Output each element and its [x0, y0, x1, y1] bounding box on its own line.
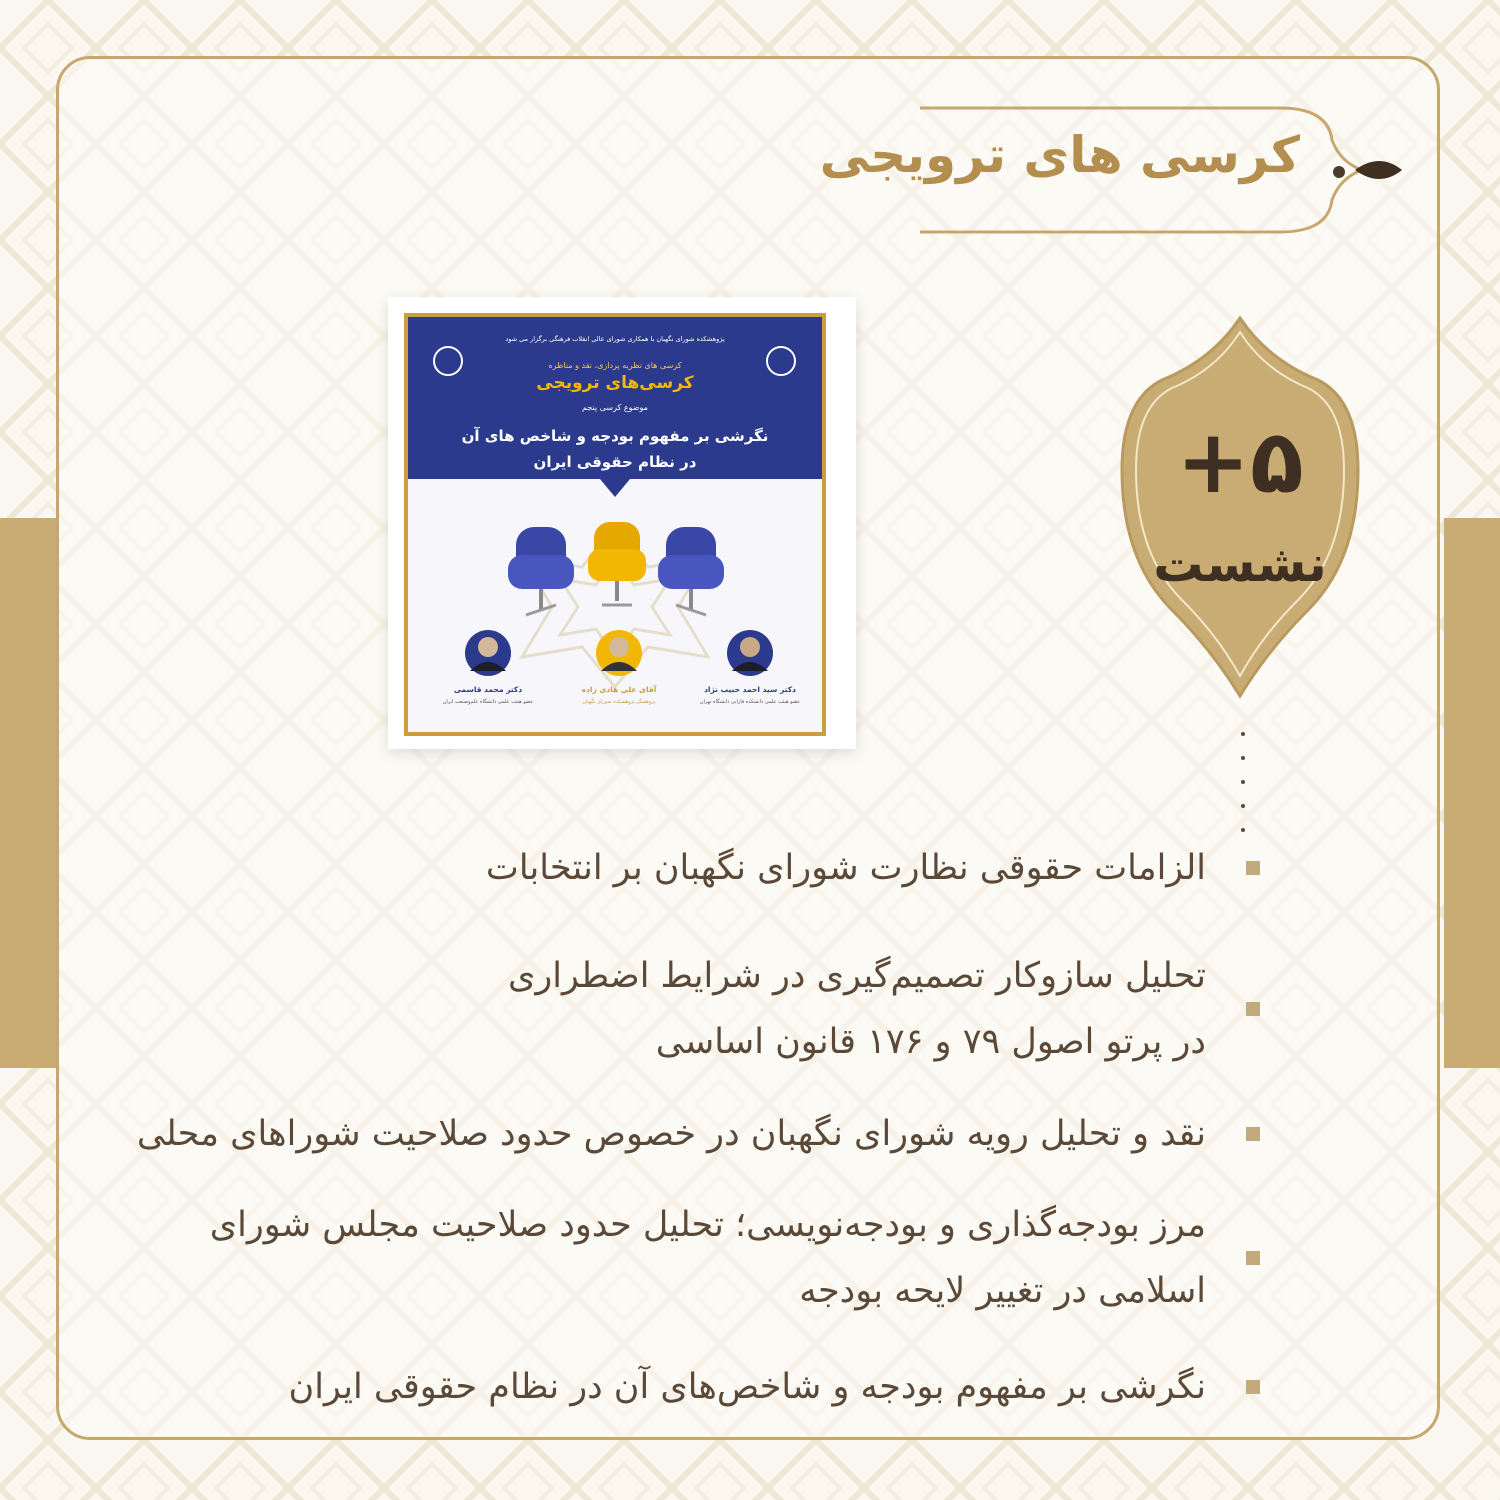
list-item-text: اسلامی در تغییر لایحه بودجه — [799, 1271, 1206, 1311]
poster-speaker-name: دکتر سید احمد حبیب نژاد — [704, 685, 796, 694]
event-poster — [404, 313, 826, 736]
poster-brand: کرسی‌های ترویجی — [536, 373, 694, 393]
chair-center-icon — [588, 522, 646, 605]
poster-topic-line2: در نظام حقوقی ایران — [533, 453, 697, 471]
title-dot-icon — [1333, 166, 1345, 178]
bullet-icon — [1246, 1251, 1260, 1265]
bullet-icon — [1246, 861, 1260, 875]
list-item — [508, 943, 1260, 1075]
dotted-connector — [1238, 732, 1248, 852]
bullet-icon — [1246, 1127, 1260, 1141]
poster-speaker-role: عضو هیئت علمی دانشگاه علم‌وصنعت ایران — [442, 699, 534, 705]
poster-speaker-role: پژوهشگر پژوهشکده شورای نگهبان — [582, 699, 656, 705]
chair-right-icon — [658, 527, 724, 615]
poster-topic-line1: نگرشی بر مفهوم بودجه و شاخص های آن — [461, 427, 769, 445]
list-item-text: مرز بودجه‌گذاری و بودجه‌نویسی؛ تحلیل حدود صلاحیت مجلس شورای — [209, 1205, 1206, 1245]
poster-session-label: موضوع کرسی پنجم — [582, 403, 648, 412]
poster-organizer: پژوهشکده شورای نگهبان با همکاری شورای عالی انقلاب فرهنگی برگزار می شود — [505, 335, 725, 343]
poster-speaker-name: دکتر محمد قاسمی — [453, 685, 523, 694]
left-gold-band — [0, 518, 56, 1068]
list-item — [137, 1101, 1260, 1167]
list-item — [210, 1192, 1260, 1324]
poster-subtitle: کرسی های نظریه پردازی، نقد و مناظره — [548, 361, 682, 370]
session-count-label: نشست — [1153, 535, 1327, 593]
list-item-text: نگرشی بر مفهوم بودجه و شاخص‌های آن در نظام حقوقی ایران — [288, 1367, 1206, 1407]
page-title: کرسی های ترویجی — [819, 126, 1300, 184]
list-item-text: تحلیل سازوکار تصمیم‌گیری در شرایط اضطراری — [507, 956, 1206, 996]
poster-speaker-role: عضو هیئت علمی دانشکده فارابی دانشگاه تهران — [699, 699, 801, 705]
list-item-text-block — [508, 943, 1206, 1075]
list-item — [486, 835, 1260, 901]
list-item-text: الزامات حقوقی نظارت شورای نگهبان بر انتخابات — [485, 848, 1206, 888]
bullet-icon — [1246, 1002, 1260, 1016]
list-item — [289, 1354, 1261, 1420]
right-gold-band — [1444, 518, 1500, 1068]
bullet-icon — [1246, 1380, 1260, 1394]
poster-speaker-name: آقای علی هادی زاده — [581, 685, 657, 694]
chair-left-icon — [508, 527, 574, 615]
list-item-text: در پرتو اصول ۷۹ و ۱۷۶ قانون اساسی — [655, 1022, 1206, 1062]
list-item-text-block — [210, 1192, 1206, 1324]
session-count: +۵ — [1176, 410, 1304, 513]
list-item-text: نقد و تحلیل رویه شورای نگهبان در خصوص حدود صلاحیت شوراهای محلی — [136, 1114, 1206, 1154]
